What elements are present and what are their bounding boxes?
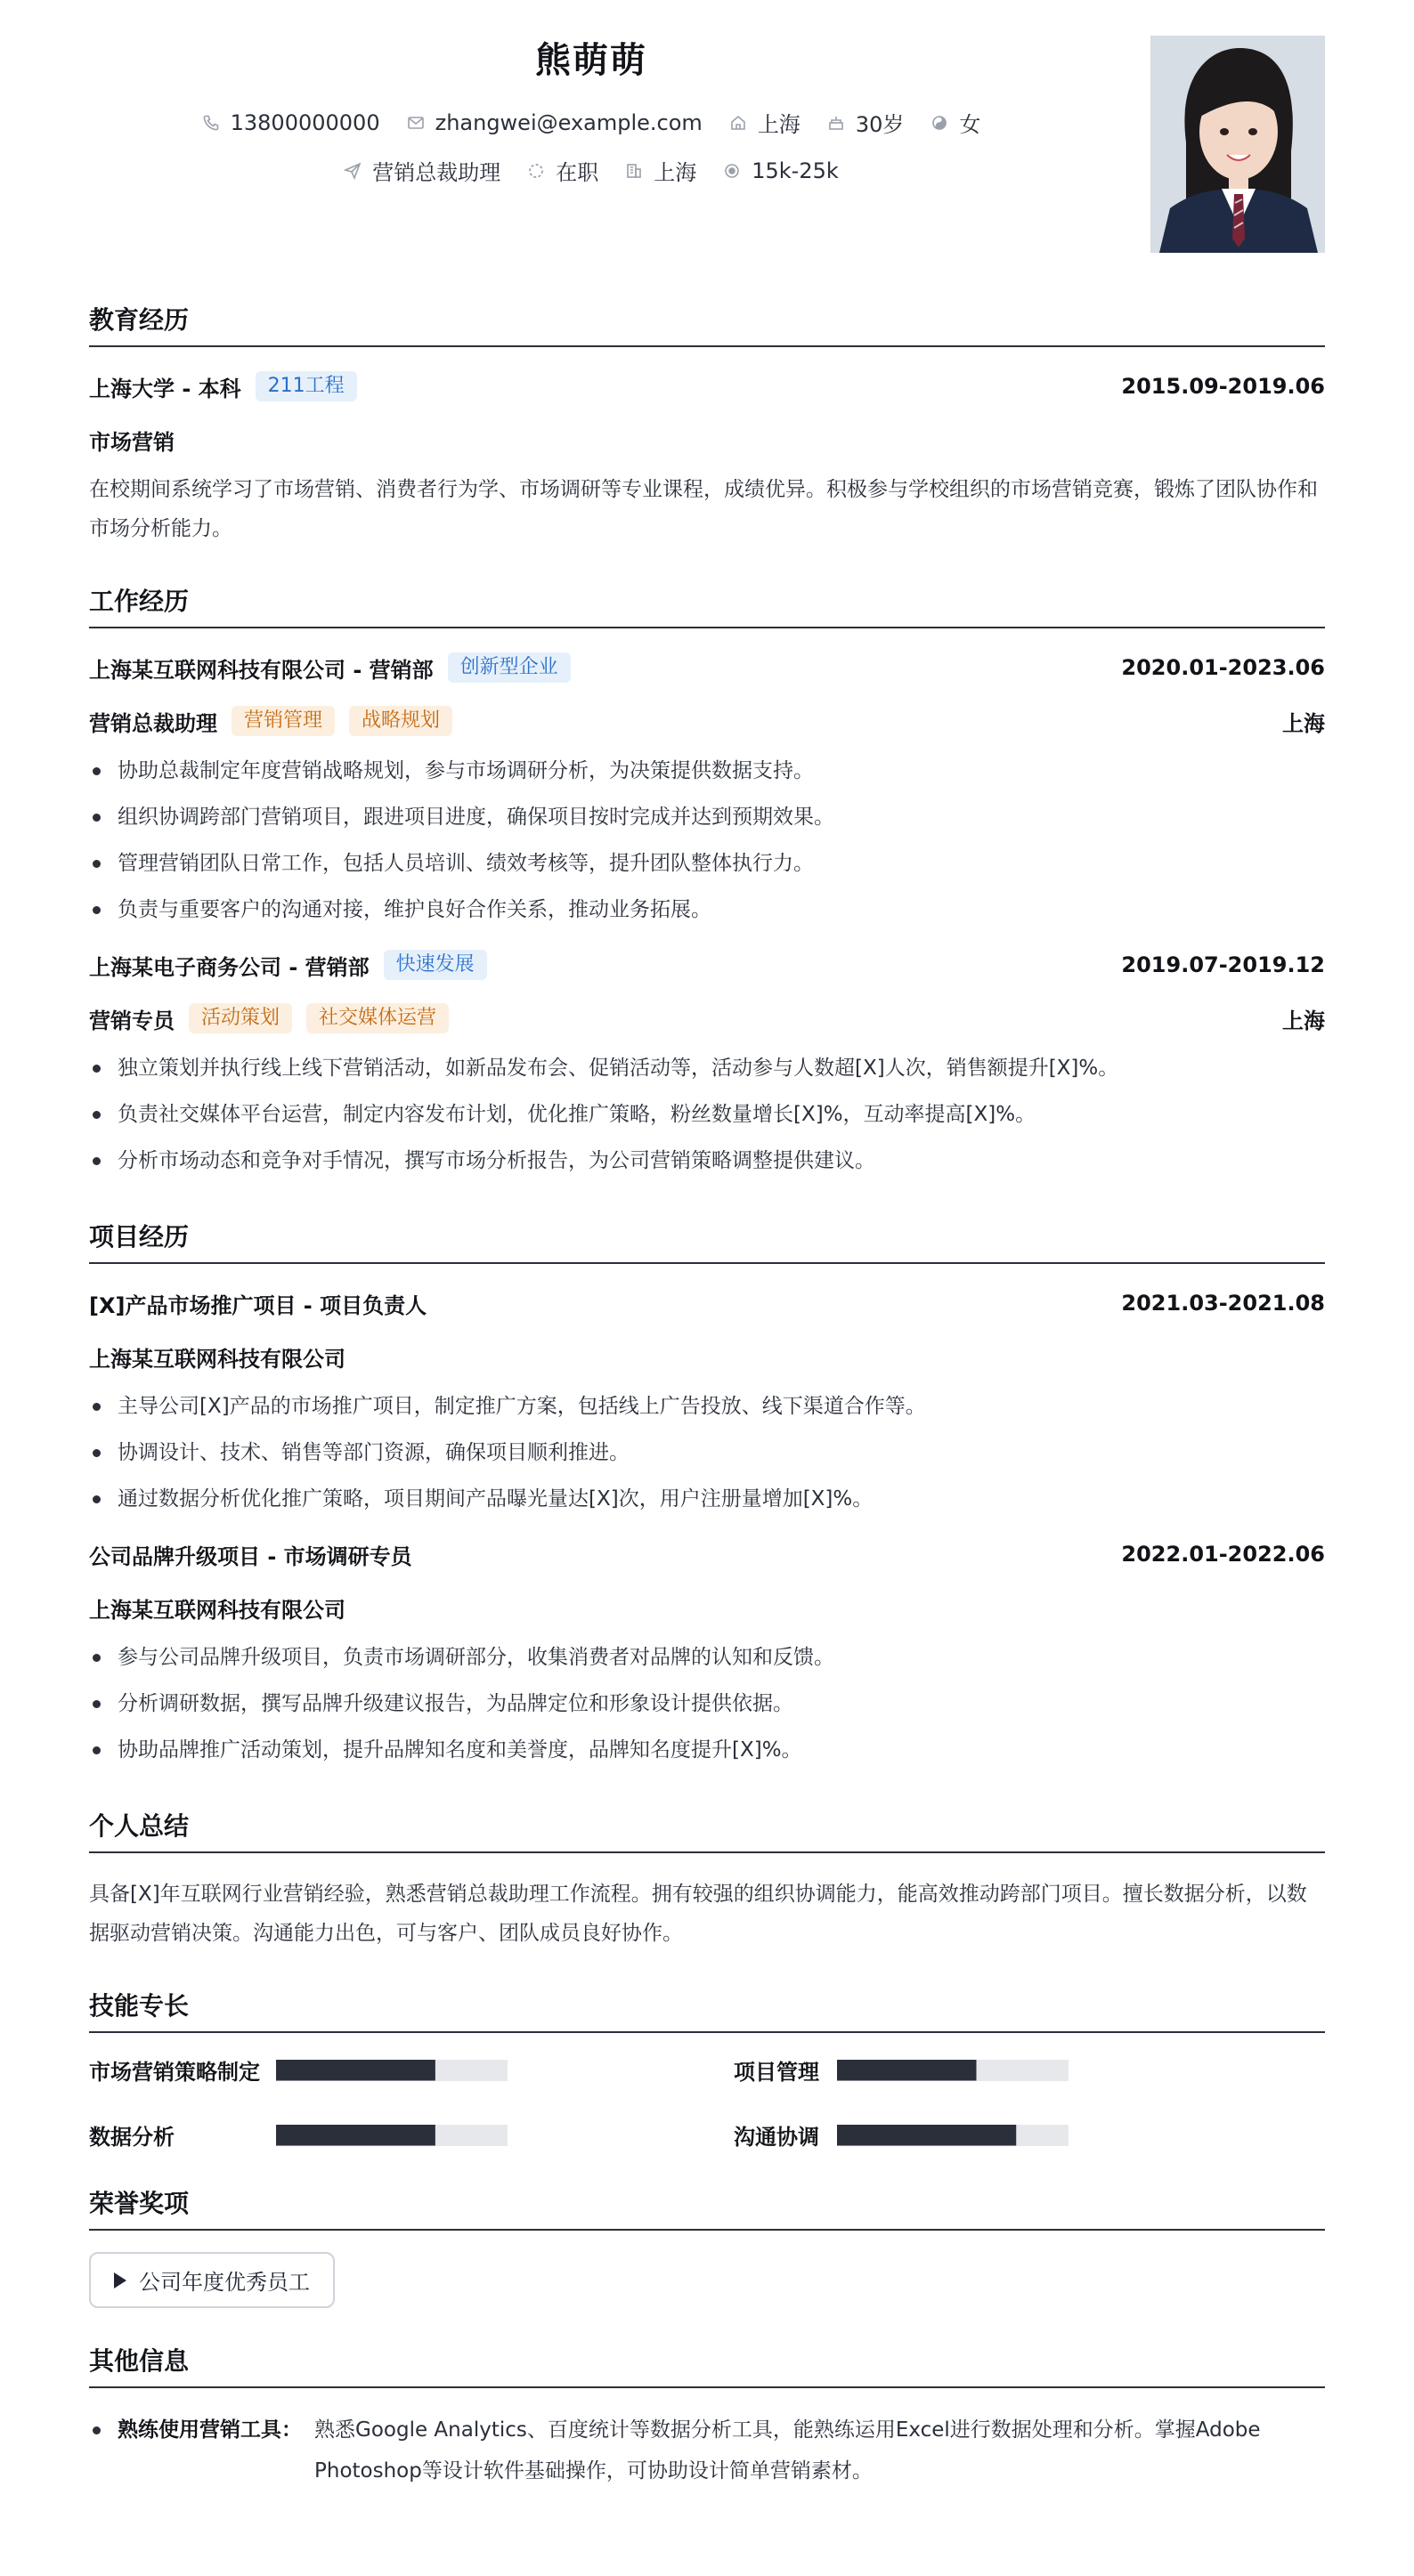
play-icon: [114, 2272, 126, 2288]
work-bullets: [89, 1045, 1325, 1184]
company-tag: 创新型企业: [448, 652, 571, 683]
work-title: 工作经历: [89, 582, 1325, 628]
salary-icon: [723, 162, 741, 180]
email-text: zhangwei@example.com: [435, 109, 703, 135]
project-date: 2021.03-2021.08: [1121, 1291, 1325, 1316]
skills-title: 技能专长: [89, 1987, 1325, 2033]
phone-text: 13800000000: [230, 109, 380, 135]
education-date: 2015.09-2019.06: [1121, 374, 1325, 399]
profile-photo: [1150, 36, 1325, 253]
skill-item: [734, 2119, 1325, 2151]
work-entry: [89, 650, 1325, 933]
skill-bar-fill: [837, 2060, 977, 2081]
skill-bar: [837, 2125, 1069, 2146]
project-entry: [89, 1285, 1325, 1522]
work-date: 2020.01-2023.06: [1121, 655, 1325, 680]
role-tag: 战略规划: [349, 706, 452, 736]
other-title: 其他信息: [89, 2342, 1325, 2388]
work-location: 上海: [1282, 1008, 1325, 1033]
project-name: [X]产品市场推广项目 - 项目负责人: [89, 1292, 427, 1318]
other-list: [89, 2410, 1325, 2491]
award-name: 公司年度优秀员工: [139, 2270, 310, 2295]
target-position-info: [344, 155, 500, 186]
skill-name: 数据分析: [89, 2125, 175, 2150]
project-company: 上海某互联网科技有限公司: [89, 1346, 345, 1372]
target-position-text: 营销总裁助理: [372, 160, 501, 185]
candidate-name: 熊萌萌: [535, 40, 647, 81]
gender-text: 女: [959, 112, 981, 137]
education-entry: [89, 369, 1325, 548]
major-name: 市场营销: [89, 429, 175, 455]
send-icon: [344, 162, 362, 180]
project-date: 2022.01-2022.06: [1121, 1542, 1325, 1567]
status-icon: [527, 162, 545, 180]
work-bullets: [89, 748, 1325, 933]
project-name: 公司品牌升级项目 - 市场调研专员: [89, 1543, 412, 1569]
list-item: 协助总裁制定年度营销战略规划，参与市场调研分析，为决策提供数据支持。: [89, 748, 1325, 794]
job-role: 营销总裁助理: [89, 710, 217, 736]
other-section: [89, 2342, 1325, 2491]
age-text: 30岁: [855, 112, 905, 137]
list-item: 分析市场动态和竞争对手情况，撰写市场分析报告，为公司营销策略调整提供建议。: [89, 1138, 1325, 1184]
building-icon: [625, 162, 643, 180]
job-role: 营销专员: [89, 1008, 175, 1033]
project-bullets: [89, 1634, 1325, 1773]
list-item: 负责社交媒体平台运营，制定内容发布计划，优化推广策略，粉丝数量增长[X]%，互动率提高[X]%。: [89, 1091, 1325, 1138]
city-text: 上海: [757, 112, 800, 137]
skill-name: 市场营销策略制定: [89, 2060, 260, 2085]
list-item: 分析调研数据，撰写品牌升级建议报告，为品牌定位和形象设计提供依据。: [89, 1681, 1325, 1727]
phone-info: [202, 110, 380, 135]
mail-icon: [407, 114, 425, 132]
role-tag: 社交媒体运营: [306, 1003, 449, 1033]
list-item: 协助品牌推广活动策划，提升品牌知名度和美誉度，品牌知名度提升[X]%。: [89, 1727, 1325, 1773]
education-desc: 在校期间系统学习了市场营销、消费者行为学、市场调研等专业课程，成绩优异。积极参与学校组织的市场营销竞赛，锻炼了团队协作和市场分析能力。: [89, 478, 1318, 540]
skills-grid: [89, 2054, 1325, 2151]
projects-title: 项目经历: [89, 1218, 1325, 1264]
list-item: 管理营销团队日常工作，包括人员培训、绩效考核等，提升团队整体执行力。: [89, 840, 1325, 887]
project-bullets: [89, 1383, 1325, 1522]
company-name: 上海某电子商务公司 - 营销部: [89, 954, 370, 980]
school-name: 上海大学 - 本科: [89, 376, 241, 401]
work-date: 2019.07-2019.12: [1121, 952, 1325, 977]
list-item: 主导公司[X]产品的市场推广项目，制定推广方案，包括线上广告投放、线下渠道合作等。: [89, 1383, 1325, 1430]
awards-title: 荣誉奖项: [89, 2184, 1325, 2231]
skill-bar-fill: [837, 2125, 1016, 2146]
list-item: 参与公司品牌升级项目，负责市场调研部分，收集消费者对品牌的认知和反馈。: [89, 1634, 1325, 1681]
home-icon: [729, 114, 747, 132]
target-city-text: 上海: [654, 160, 697, 185]
company-tag: 快速发展: [384, 950, 487, 980]
role-tag: 营销管理: [232, 706, 335, 736]
skill-item: [89, 2119, 680, 2151]
cake-icon: [827, 114, 845, 132]
list-item: 通过数据分析优化推广策略，项目期间产品曝光量达[X]次，用户注册量增加[X]%。: [89, 1476, 1325, 1522]
other-key: 熟练使用营销工具：: [118, 2418, 302, 2442]
school-tag: 211工程: [256, 371, 357, 401]
project-company: 上海某互联网科技有限公司: [89, 1597, 345, 1623]
summary-text: 具备[X]年互联网行业营销经验，熟悉营销总裁助理工作流程。拥有较强的组织协调能力，能高效推动跨部门项目。擅长数据分析，以数据驱动营销决策。沟通能力出色，可与客户、团队成员良好协作。: [89, 1883, 1307, 1945]
award-item[interactable]: [89, 2252, 335, 2308]
education-title: 教育经历: [89, 301, 1325, 347]
project-entry: [89, 1536, 1325, 1773]
skill-bar: [276, 2125, 508, 2146]
job-intent-row: [89, 155, 1093, 186]
skill-item: [89, 2054, 680, 2086]
list-item: 独立策划并执行线上线下营销活动，如新品发布会、促销活动等，活动参与人数超[X]人次，销售额提升[X]%。: [89, 1045, 1325, 1091]
summary-section: [89, 1807, 1325, 1953]
skill-name: 沟通协调: [734, 2125, 819, 2150]
work-section: [89, 582, 1325, 1184]
skill-bar: [276, 2060, 508, 2081]
list-item: 负责与重要客户的沟通对接，维护良好合作关系，推动业务拓展。: [89, 887, 1325, 933]
gender-info: [930, 107, 980, 138]
list-item: 协调设计、技术、销售等部门资源，确保项目顺利推进。: [89, 1430, 1325, 1476]
skills-section: [89, 1987, 1325, 2151]
salary-info: [723, 158, 839, 183]
city-info: [729, 107, 800, 138]
skill-item: [734, 2054, 1325, 2086]
company-name: 上海某互联网科技有限公司 - 营销部: [89, 657, 434, 683]
education-section: [89, 301, 1325, 548]
work-location: 上海: [1282, 710, 1325, 736]
gender-icon: [930, 114, 948, 132]
status-info: [527, 155, 598, 186]
list-item: 组织协调跨部门营销项目，跟进项目进度，确保项目按时完成并达到预期效果。: [89, 794, 1325, 840]
skill-bar-fill: [276, 2125, 435, 2146]
skill-bar: [837, 2060, 1069, 2081]
skill-name: 项目管理: [734, 2060, 819, 2085]
age-info: [827, 107, 905, 138]
status-text: 在职: [556, 160, 599, 185]
summary-title: 个人总结: [89, 1807, 1325, 1853]
work-entry: [89, 947, 1325, 1184]
awards-section: [89, 2184, 1325, 2308]
salary-text: 15k-25k: [752, 158, 839, 183]
email-info: [407, 110, 703, 135]
phone-icon: [202, 114, 220, 132]
projects-section: [89, 1218, 1325, 1773]
target-city-info: [625, 155, 696, 186]
resume-header: [89, 0, 1325, 267]
contact-row: [89, 107, 1093, 138]
role-tag: 活动策划: [189, 1003, 292, 1033]
other-value: 熟悉Google Analytics、百度统计等数据分析工具，能熟练运用Excel进行数据处理和分析。掌握Adobe Photoshop等设计软件基础操作，可协助设计简单营销素材。: [314, 2418, 1261, 2483]
skill-bar-fill: [276, 2060, 435, 2081]
list-item: [89, 2410, 1325, 2491]
